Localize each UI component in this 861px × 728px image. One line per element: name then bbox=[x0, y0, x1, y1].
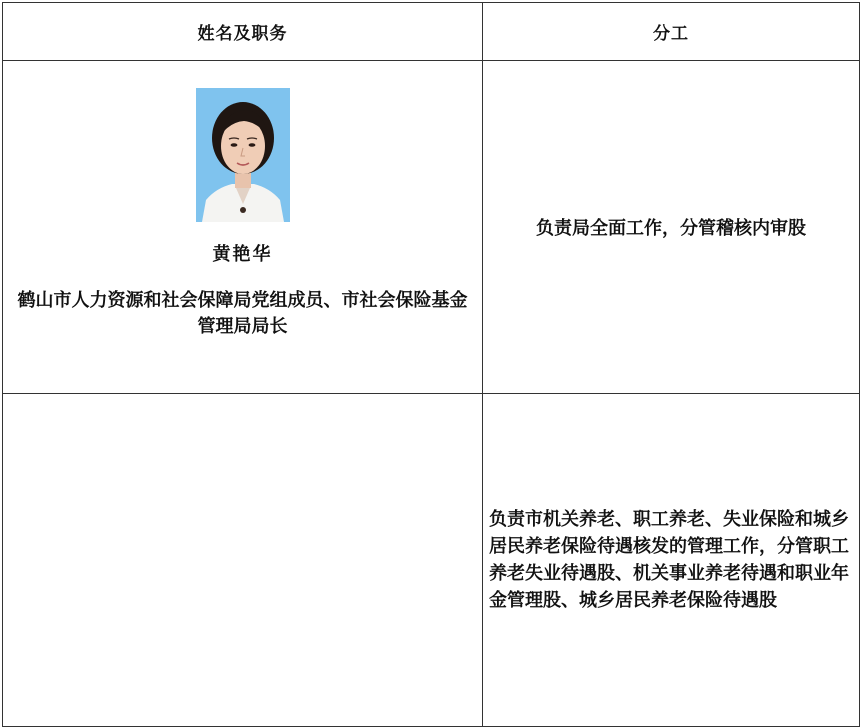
header-name-and-position: 姓名及职务 bbox=[3, 3, 483, 61]
person-cell bbox=[3, 61, 483, 394]
table-header-row bbox=[3, 3, 860, 61]
leadership-table bbox=[2, 2, 860, 727]
table-row bbox=[3, 61, 860, 394]
person-position: 鹤山市人力资源和社会保障局党组成员、市社会保险基金管理局局长 bbox=[17, 290, 468, 337]
duties-cell bbox=[483, 61, 860, 394]
duties-text: 负责市机关养老、职工养老、失业保险和城乡居民养老保险待遇核发的管理工作，分管职工养老失业待遇股、机关事业养老待遇和职业年金管理股、城乡居民养老保险待遇股 bbox=[489, 509, 849, 611]
person-cell-empty bbox=[3, 394, 483, 727]
portrait-photo bbox=[196, 88, 290, 222]
portrait-illustration bbox=[196, 88, 290, 222]
duties-text: 负责局全面工作，分管稽核内审股 bbox=[536, 218, 806, 239]
person-name: 黄艳华 bbox=[212, 244, 273, 265]
table-row bbox=[3, 394, 860, 727]
duties-cell bbox=[483, 394, 860, 727]
header-division-of-work: 分工 bbox=[483, 3, 860, 61]
